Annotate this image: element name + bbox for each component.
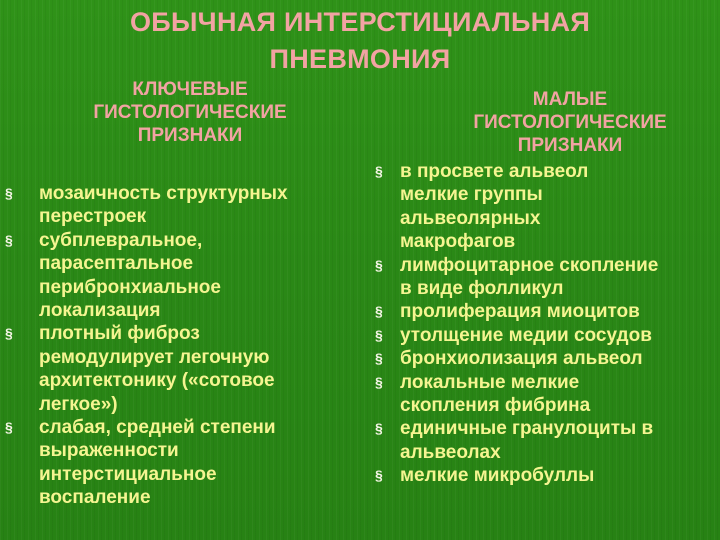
heading-line: ПРИЗНАКИ xyxy=(517,135,623,156)
list-item xyxy=(5,229,365,323)
list-item xyxy=(5,416,365,510)
heading-line: МАЛЫЕ xyxy=(532,89,608,110)
list-item xyxy=(375,160,720,254)
bullet-icon: § xyxy=(375,467,383,484)
bullet-icon: § xyxy=(375,326,383,343)
slide-title-line: ОБЫЧНАЯ ИНТЕРСТИЦИАЛЬНАЯ xyxy=(129,7,591,37)
list-item-text: архитектонику («сотовое xyxy=(39,370,275,392)
list-item-text: мелкие группы xyxy=(400,184,543,206)
heading-line: ГИСТОЛОГИЧЕСКИЕ xyxy=(473,112,667,133)
list-item-text: локальные мелкие xyxy=(400,371,580,393)
list-item-text: бронхиолизация альвеол xyxy=(400,348,643,370)
list-item-text: пролиферация миоцитов xyxy=(400,301,640,323)
heading-line: ПРИЗНАКИ xyxy=(137,125,243,146)
list-item-text: перестроек xyxy=(39,206,147,228)
list-item-text: альвеолярных xyxy=(400,207,541,229)
list-item-text: ремодулирует легочную xyxy=(39,346,270,368)
bullet-icon: § xyxy=(375,256,383,273)
list-item-text: интерстициальное xyxy=(39,463,217,485)
list-item-text: выраженности xyxy=(39,440,179,462)
bullet-icon: § xyxy=(375,163,383,179)
list-item-text: макрофагов xyxy=(400,231,516,253)
heading-line: ГИСТОЛОГИЧЕСКИЕ xyxy=(93,102,287,123)
list-item-text: локализация xyxy=(39,300,161,322)
list-item xyxy=(5,182,365,229)
list-item xyxy=(5,322,365,416)
list-item xyxy=(375,324,720,347)
bullet-icon: § xyxy=(5,231,13,248)
list-item-text: альвеолах xyxy=(400,441,501,463)
list-item-text: мозаичность структурных xyxy=(39,183,288,204)
list-item xyxy=(375,347,720,370)
list-item xyxy=(375,254,720,301)
key-features-heading xyxy=(40,78,340,147)
list-item-text: скопления фибрина xyxy=(400,395,591,417)
list-item xyxy=(375,464,720,487)
list-item-text: лимфоцитарное скопление xyxy=(400,254,659,276)
minor-features-list xyxy=(375,160,720,488)
list-item-text: легкое») xyxy=(39,393,118,415)
bullet-icon: § xyxy=(5,185,13,201)
slide-title xyxy=(0,4,720,78)
bullet-icon: § xyxy=(375,420,383,437)
bullet-icon: § xyxy=(375,373,383,390)
heading-line: КЛЮЧЕВЫЕ xyxy=(132,79,248,100)
bullet-icon: § xyxy=(375,350,383,367)
minor-features-heading xyxy=(420,88,720,157)
list-item-text: мелкие микробуллы xyxy=(400,465,595,487)
list-item-text: субплевральное, xyxy=(39,229,203,251)
key-features-list xyxy=(5,182,365,510)
list-item-text: единичные гранулоциты в xyxy=(400,418,654,440)
bullet-icon: § xyxy=(5,325,13,342)
list-item-text: утолщение медии сосудов xyxy=(400,324,652,346)
bullet-icon: § xyxy=(5,419,13,436)
list-item-text: в просвете альвеол xyxy=(400,161,589,182)
bullet-icon: § xyxy=(375,303,383,320)
list-item-text: воспаление xyxy=(39,487,151,509)
slide-title-line: ПНЕВМОНИЯ xyxy=(269,44,451,74)
list-item xyxy=(375,417,720,464)
list-item xyxy=(375,300,720,323)
list-item-text: перибронхиальное xyxy=(39,276,221,298)
list-item-text: в виде фолликул xyxy=(400,278,564,300)
list-item-text: плотный фиброз xyxy=(39,323,200,345)
list-item-text: парасептальное xyxy=(39,253,194,275)
list-item-text: слабая, средней степени xyxy=(39,417,276,439)
list-item xyxy=(375,371,720,418)
